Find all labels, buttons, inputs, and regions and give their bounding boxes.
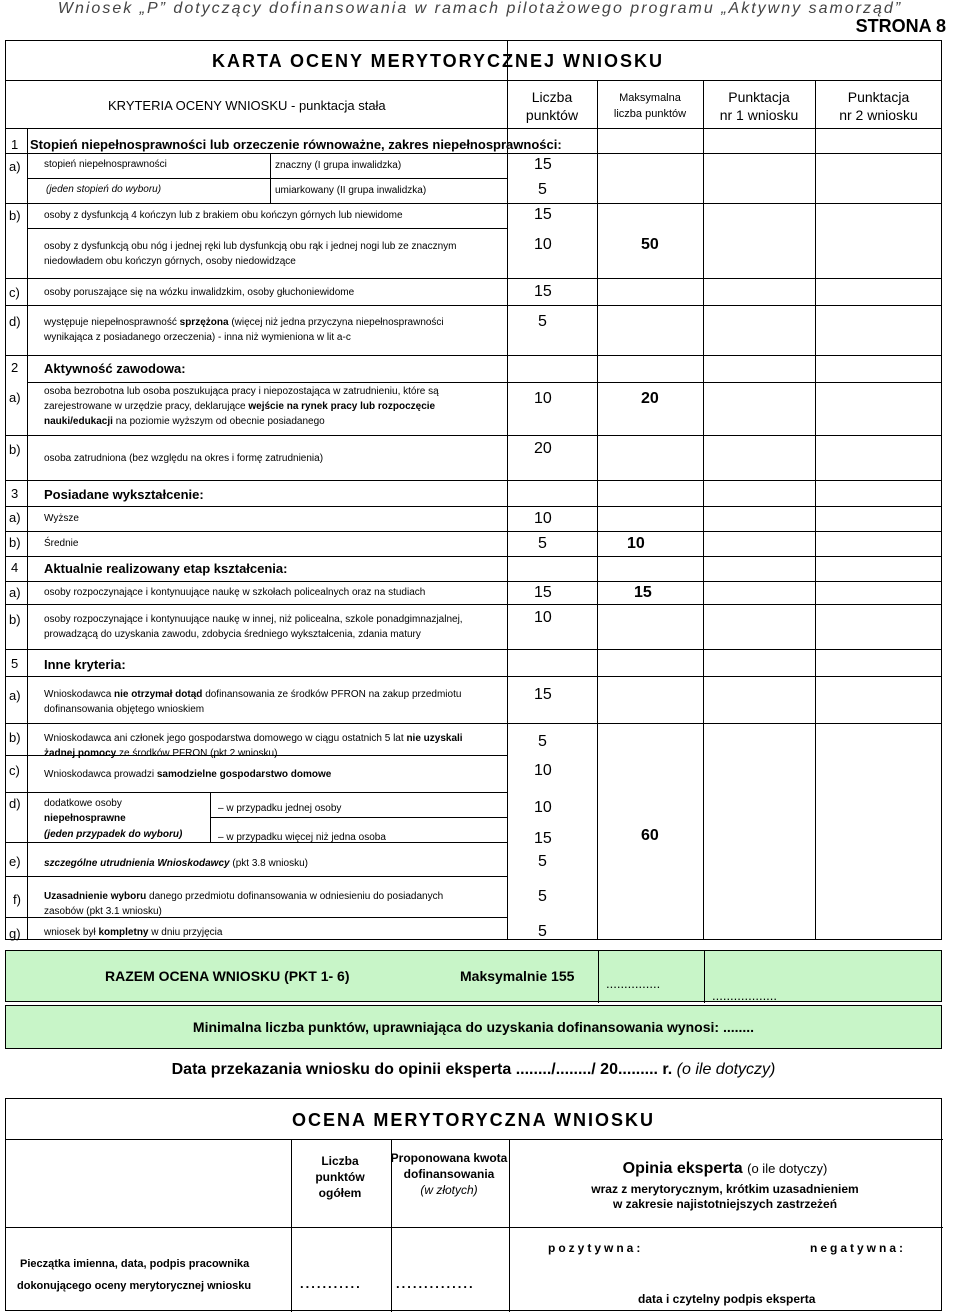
section-1-title: Stopień niepełnosprawności lub orzeczenie równoważne, zakres niepełnosprawności: bbox=[30, 137, 562, 152]
s5-e-text: szczególne utrudnienia Wnioskodawcy (pkt 3.8 wniosku) bbox=[44, 858, 308, 869]
positive-label: pozytywna: bbox=[548, 1241, 644, 1255]
section-5-title: Inne kryteria: bbox=[44, 657, 126, 672]
section-4-number: 4 bbox=[11, 560, 19, 575]
s1-c-text: osoby poruszające się na wózku inwalidzkim, osoby głuchoniewidome bbox=[44, 287, 355, 298]
s5-b-text: Wnioskodawca ani członek jego gospodarstwa domowego w ciągu ostatnich 5 lat nie uzyskali żadnej pomocy ze środków PFRON (pkt 2 wniosku) bbox=[44, 733, 463, 759]
section-3-title: Posiadane wykształcenie: bbox=[44, 487, 204, 502]
score-2-header: Punktacja nr 2 wniosku bbox=[839, 89, 918, 123]
s1-a-letter: a) bbox=[9, 159, 21, 174]
page-number: STRONA 8 bbox=[855, 16, 946, 36]
s5-g-text: wniosek był kompletny w dniu przyjęcia bbox=[44, 927, 223, 938]
s3-b-text: Średnie bbox=[44, 538, 79, 549]
s5-d-label-2: niepełnosprawne bbox=[44, 813, 126, 824]
s2-max-points: 20 bbox=[641, 390, 659, 407]
s1-d-letter: d) bbox=[9, 314, 21, 329]
stamp-label-2: dokonującego oceny merytorycznej wniosku bbox=[17, 1280, 252, 1292]
section-2-number: 2 bbox=[11, 360, 19, 375]
s1-c-letter: c) bbox=[9, 285, 20, 300]
section-2-title: Aktywność zawodowa: bbox=[44, 361, 186, 376]
s2-b-points: 20 bbox=[534, 440, 552, 457]
points-header: Liczba punktów bbox=[525, 89, 579, 123]
stamp-label-1: Pieczątka imienna, data, podpis pracownika bbox=[20, 1258, 250, 1270]
s5-d-label-3: (jeden przypadek do wyboru) bbox=[44, 829, 183, 840]
date-line: Data przekazania wniosku do opinii eksperta ......../......../ 20......... r. (o ile dotyczy) bbox=[171, 1061, 776, 1078]
s2-a-points: 10 bbox=[534, 390, 552, 407]
s5-c-points: 10 bbox=[534, 762, 552, 779]
s5-f-text: Uzasadnienie wyboru danego przedmiotu dofinansowania w odniesieniu do posiadanych zasobów (pkt 3.1 wniosku) bbox=[44, 891, 444, 917]
s1-b2-points: 10 bbox=[534, 236, 552, 253]
s5-d2-points: 15 bbox=[534, 830, 552, 847]
s1-max-points: 50 bbox=[641, 236, 659, 253]
s1-a2-text: umiarkowany (II grupa inwalidzka) bbox=[275, 185, 427, 196]
s5-d1-points: 10 bbox=[534, 799, 552, 816]
score-1-header: Punktacja nr 1 wniosku bbox=[719, 89, 799, 123]
s5-a-text: Wnioskodawca nie otrzymał dotąd dofinansowania ze środków PFRON na zakup przedmiotu dofinansowania objętego wnioskiem bbox=[44, 689, 462, 715]
s1-a-label: stopień niepełnosprawności bbox=[44, 159, 167, 170]
s1-b2-text: osoby z dysfunkcją obu nóg i jednej ręki lub dysfunkcją obu rąk i jednej nogi lub ze znacznym niedowładem obu kończyn górnych, osoby niedowidzące bbox=[44, 241, 457, 267]
s3-b-letter: b) bbox=[9, 535, 21, 550]
max-points-header: Maksymalna liczba punktów bbox=[613, 92, 687, 120]
s5-c-letter: c) bbox=[9, 763, 20, 778]
merit-evaluation-title: OCENA MERYTORYCZNA WNIOSKU bbox=[291, 1110, 655, 1130]
s1-d-text: występuje niepełnosprawność sprzężona (więcej niż jedna przyczyna niepełnosprawności wynikająca z posiadanego orzeczenia) - inna niż wymieniona w lit a-c bbox=[44, 317, 444, 343]
s1-a1-text: znaczny (I grupa inwalidzka) bbox=[275, 160, 402, 171]
s5-a-letter: a) bbox=[9, 688, 21, 703]
s1-a1-points: 15 bbox=[534, 156, 552, 173]
section-4-title: Aktualnie realizowany etap kształcenia: bbox=[44, 561, 288, 576]
section-5-number: 5 bbox=[11, 656, 19, 671]
s3-a-text: Wyższe bbox=[44, 513, 79, 524]
s1-d-points: 5 bbox=[538, 313, 547, 330]
section-1-number: 1 bbox=[11, 137, 19, 152]
s4-max-points: 15 bbox=[634, 584, 652, 601]
criteria-header: KRYTERIA OCENY WNIOSKU - punktacja stała bbox=[108, 98, 386, 113]
s3-max-points: 10 bbox=[627, 535, 645, 552]
opinion-sub-1: wraz z merytorycznym, krótkim uzasadnieniem bbox=[591, 1182, 859, 1196]
s2-b-letter: b) bbox=[9, 442, 21, 457]
s4-a-text: osoby rozpoczynające i kontynuujące naukę w szkołach policealnych oraz na studiach bbox=[44, 587, 426, 598]
s5-b-letter: b) bbox=[9, 730, 21, 745]
s1-b-letter: b) bbox=[9, 208, 21, 223]
s5-c-text: Wnioskodawca prowadzi samodzielne gospodarstwo domowe bbox=[44, 769, 332, 780]
s5-e-points: 5 bbox=[538, 853, 547, 870]
s1-c-points: 15 bbox=[534, 283, 552, 300]
total-score-1: ............... bbox=[606, 976, 661, 991]
s2-b-text: osoba zatrudniona (bez względu na okres i formę zatrudnienia) bbox=[44, 453, 324, 464]
s3-a-points: 10 bbox=[534, 510, 552, 527]
s5-b-points: 5 bbox=[538, 733, 547, 750]
s1-b1-text: osoby z dysfunkcją 4 kończyn lub z brakiem obu kończyn górnych lub niewidome bbox=[44, 210, 403, 221]
s5-d-label-1: dodatkowe osoby bbox=[44, 798, 122, 809]
s5-e-letter: e) bbox=[9, 854, 21, 869]
s2-a-letter: a) bbox=[9, 390, 21, 405]
minimum-points-label: Minimalna liczba punktów, uprawniająca do uzyskania dofinansowania wynosi: ........ bbox=[192, 1019, 755, 1035]
total-score-2: .................. bbox=[712, 988, 778, 1003]
s3-a-letter: a) bbox=[9, 510, 21, 525]
card-title: KARTA OCENY MERYTORYCZNEJ WNIOSKU bbox=[212, 51, 665, 71]
total-max: Maksymalnie 155 bbox=[460, 968, 575, 984]
document-header: Wniosek „P” dotyczący dofinansowania w ramach pilotażowego programu „Aktywny samorząd” bbox=[57, 0, 903, 17]
amount-value: .............. bbox=[396, 1276, 475, 1291]
s4-a-points: 15 bbox=[534, 584, 552, 601]
s2-a-text: osoba bezrobotna lub osoba poszukująca pracy i niepozostająca w zatrudnieniu, które są zarejestrowane w urzędzie pracy, deklarujące wejście na rynek pracy lub rozpoczęcie nauki/edukacji na poziomie wyższym od obecnie posiadanego bbox=[44, 386, 439, 427]
s5-g-points: 5 bbox=[538, 923, 547, 940]
s4-a-letter: a) bbox=[9, 585, 21, 600]
opinion-header: Opinia eksperta (o ile dotyczy) bbox=[622, 1160, 828, 1177]
total-points-header: Liczba punktów ogółem bbox=[315, 1154, 365, 1200]
s5-a-points: 15 bbox=[534, 686, 552, 703]
total-points-value: ........... bbox=[300, 1276, 362, 1291]
s1-a2-points: 5 bbox=[538, 181, 547, 198]
s4-b-text: osoby rozpoczynające i kontynuujące naukę w innej, niż policealna, szkole ponadgimnazjalnej, prowadzącą do uzyskania zawodu, zdobycia średniego wykształcenia, zdania matury bbox=[44, 614, 463, 640]
s1-a-sub: (jeden stopień do wyboru) bbox=[46, 184, 162, 195]
s5-d-letter: d) bbox=[9, 796, 21, 811]
s5-f-letter: f) bbox=[13, 892, 21, 907]
expert-signature-label: data i czytelny podpis eksperta bbox=[638, 1292, 816, 1306]
s4-b-points: 10 bbox=[534, 609, 552, 626]
s4-b-letter: b) bbox=[9, 612, 21, 627]
s1-b1-points: 15 bbox=[534, 206, 552, 223]
s5-d2-text: – w przypadku więcej niż jedna osoba bbox=[218, 832, 386, 843]
total-label: RAZEM OCENA WNIOSKU (PKT 1- 6) bbox=[105, 968, 350, 984]
opinion-sub-2: w zakresie najistotniejszych zastrzeżeń bbox=[612, 1197, 838, 1211]
s5-d1-text: – w przypadku jednej osoby bbox=[218, 803, 342, 814]
s5-max-points: 60 bbox=[641, 827, 659, 844]
s5-g-letter: g) bbox=[9, 926, 21, 941]
negative-label: negatywna: bbox=[810, 1241, 907, 1255]
s5-f-points: 5 bbox=[538, 888, 547, 905]
amount-header: Proponowana kwota dofinansowania (w złotych) bbox=[390, 1151, 508, 1197]
s3-b-points: 5 bbox=[538, 535, 547, 552]
section-3-number: 3 bbox=[11, 486, 19, 501]
